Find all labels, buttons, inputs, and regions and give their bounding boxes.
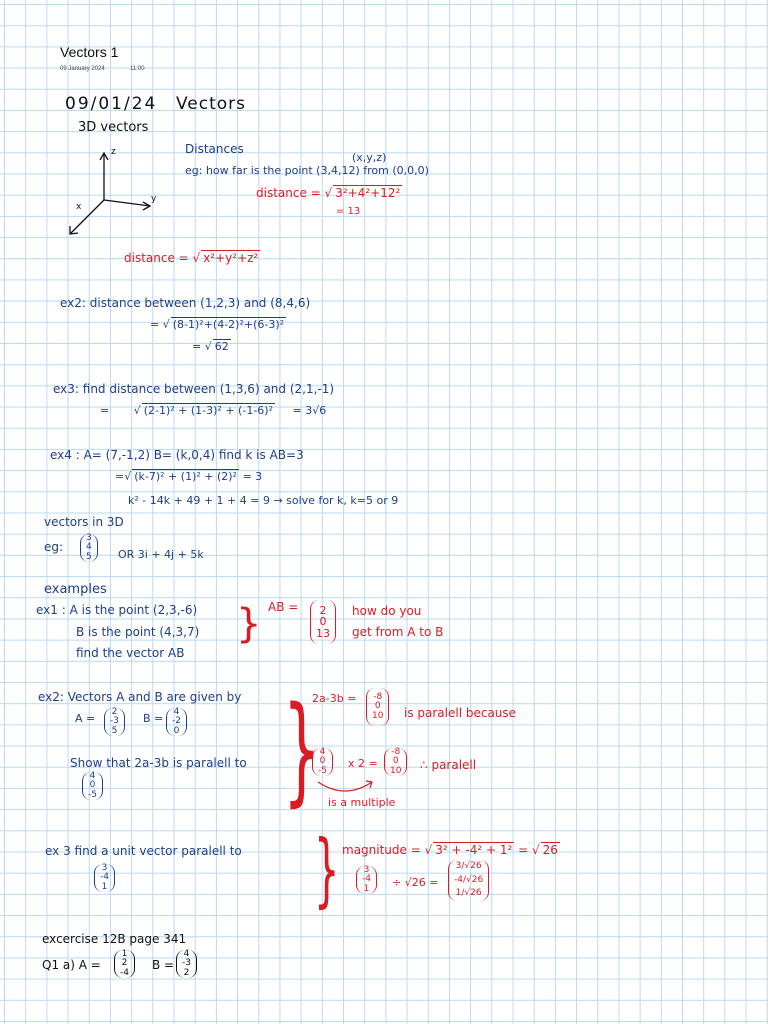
distances-distance: distance = √ 3²+4²+12² xyxy=(256,186,401,200)
ex2-result-label: 2a-3b = xyxy=(312,692,357,705)
ex2-distance-question: ex2: distance between (1,2,3) and (8,4,6) xyxy=(60,296,311,310)
vectors-in-3d-label: vectors in 3D xyxy=(44,515,124,529)
distance-formula: distance = √ x²+y²+z² xyxy=(124,251,259,265)
ex2-multiple: is a multiple xyxy=(328,796,396,809)
ex2-show: Show that 2a-3b is paralell to xyxy=(70,756,247,770)
ex2-mult-vector: 4 0 -5 xyxy=(312,748,333,776)
ex1-line3: find the vector AB xyxy=(76,646,185,660)
ex2-A-label: A = xyxy=(75,712,96,725)
ex1-note-line2: get from A to B xyxy=(352,625,444,639)
ex3-div-result: 3/√26 -4/√26 1/√26 xyxy=(448,860,489,901)
ex1-line1: ex1 : A is the point (2,3,-6) xyxy=(36,603,198,617)
ex1-note-line1: how do you xyxy=(352,604,422,618)
page-time: 11:00 xyxy=(130,66,145,72)
distances-example: eg: how far is the point (3,4,12) from (0,0,0) xyxy=(185,164,429,177)
exercise-q1-label: Q1 a) A = xyxy=(42,958,101,972)
subheading: 3D vectors xyxy=(78,120,149,135)
ex2-result-vector: -8 0 10 xyxy=(366,688,389,726)
distances-point-vars: (x,y,z) xyxy=(352,151,387,164)
ex1-answer-label: AB = xyxy=(268,600,299,614)
ex2-line1: ex2: Vectors A and B are given by xyxy=(38,690,242,704)
ex3-div-vector: 3 -4 1 xyxy=(356,866,377,894)
axis-y-label: y xyxy=(151,194,157,204)
heading-date: 09/01/24 xyxy=(65,94,158,114)
ex3-brace: } xyxy=(314,823,340,916)
ex2-result-note: is paralell because xyxy=(404,706,517,720)
ex2-A-vector: 2 -3 5 xyxy=(104,708,125,736)
ex4-step1: =√ (k-7)² + (1)² + (2)² = 3 xyxy=(115,470,263,483)
ex4-question: ex4 : A= (7,-1,2) B= (k,0,4) find k is AB=3 xyxy=(50,448,304,462)
ex3-line1: ex 3 find a unit vector paralell to xyxy=(45,844,242,858)
ex2-distance-step1: = √ (8-1)²+(4-2)²+(6-3)² xyxy=(150,318,285,331)
ex3-magnitude: magnitude = √ 3² + -4² + 1² = √ 26 xyxy=(342,843,558,857)
ex2-mult-op: x 2 = xyxy=(348,757,378,770)
ex1-answer-vector: 2 0 13 xyxy=(310,600,336,644)
exercise-q1-B-label: B = xyxy=(152,958,175,972)
ex1-brace: } xyxy=(236,601,262,647)
distances-result: = 13 xyxy=(336,206,361,217)
exercise-q1-A: 1 2 -4 xyxy=(114,950,135,978)
distances-label: Distances xyxy=(185,142,244,156)
heading-topic: Vectors xyxy=(176,94,247,114)
ex2-mult-result: -8 0 10 xyxy=(384,748,407,776)
vectors-in-3d-eg: eg: xyxy=(44,540,64,554)
page-title: Vectors 1 xyxy=(60,44,119,60)
ex3-distance-step: = √ (2-1)² + (1-3)² + (-1-6)² = 3√6 xyxy=(100,404,327,417)
ex3-div-op: ÷ √26 = xyxy=(392,876,439,889)
exercise-label: excercise 12B page 341 xyxy=(42,932,187,946)
examples-label: examples xyxy=(44,582,107,597)
exercise-q1-B: 4 -3 2 xyxy=(176,950,197,978)
ex2-B-vector: 4 -2 0 xyxy=(166,708,187,736)
ex2-distance-step2: = √ 62 xyxy=(192,340,229,353)
ex2-mult-note: ∴ paralell xyxy=(420,758,477,772)
ex4-step2: k² - 14k + 49 + 1 + 4 = 9 → solve for k, k=5 or 9 xyxy=(128,494,399,507)
page-date: 09 January 2024 xyxy=(60,66,105,72)
ex2-brace: } xyxy=(283,680,321,818)
ex2-B-label: B = xyxy=(143,712,164,725)
ex1-line2: B is the point (4,3,7) xyxy=(76,625,200,639)
ex2-target-vector: 4 0 -5 xyxy=(82,772,103,800)
ex3-vector: 3 -4 1 xyxy=(94,864,115,892)
ex3-distance-question: ex3: find distance between (1,3,6) and (2,1,-1) xyxy=(53,382,335,396)
axis-z-label: z xyxy=(111,147,116,157)
axis-x-label: x xyxy=(76,202,82,212)
vectors-in-3d-or-form: OR 3i + 4j + 5k xyxy=(118,548,204,561)
vectors-in-3d-column: 3 4 5 xyxy=(80,534,98,562)
